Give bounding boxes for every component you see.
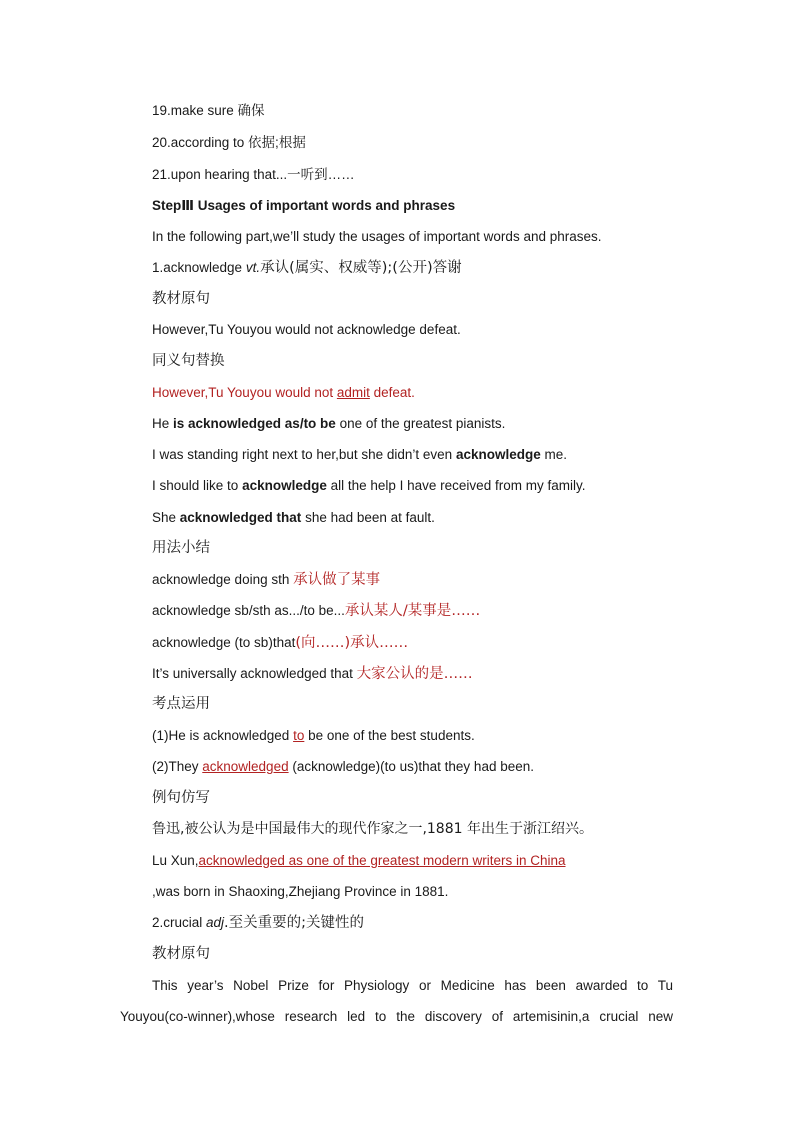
paragraph-line-2-text: Youyou(co-winner),whose research led to the discovery of artemisinin,a crucial new (120, 1009, 673, 1024)
example-sentence-2 (152, 446, 567, 464)
usage-4-meaning: 大家公认的是…… (356, 666, 473, 682)
label-imitation-writing (152, 789, 210, 807)
vocab-item-21-text: 21.upon hearing that...一听到…… (152, 167, 355, 182)
word-heading-acknowledge (152, 259, 462, 277)
imitation-chinese-sentence (152, 820, 593, 838)
word-acknowledge: 1.acknowledge (152, 260, 246, 275)
vocab-item-19-text: 19.make sure 确保 (152, 103, 265, 118)
label-textbook-sentence-text: 教材原句 (152, 291, 210, 307)
usage-3-meaning: (向……)承认…… (295, 635, 409, 651)
usage-2-meaning: 承认某人/某事是…… (344, 603, 481, 619)
original-sentence-text: However,Tu Youyou would not acknowledge defeat. (152, 322, 461, 337)
ex3-end: all the help I have received from my family. (326, 478, 586, 493)
label-synonym-replacement-text: 同义句替换 (152, 353, 225, 369)
usage-item-4 (152, 665, 473, 683)
usage-4-pattern: It’s universally acknowledged that (152, 666, 357, 681)
label-textbook-sentence-2-text: 教材原句 (152, 946, 210, 962)
ex2-keyword: acknowledge (455, 447, 541, 462)
synonym-sentence (152, 384, 415, 402)
practice-1-end: be one of the best students. (304, 728, 475, 743)
usage-item-1 (152, 571, 380, 589)
example-sentence-1 (152, 415, 505, 433)
usage-2-pattern: acknowledge sb/sth as.../to be... (152, 603, 345, 618)
vocab-item-20-text: 20.according to 依据;根据 (152, 135, 306, 150)
ex4-end: she had been at fault. (301, 510, 435, 525)
synonym-sentence-end: defeat. (369, 385, 415, 400)
word-definition-crucial: .至关重要的;关键性的 (224, 915, 365, 931)
label-practice (152, 695, 210, 713)
ex1-end: one of the greatest pianists. (335, 416, 506, 431)
label-usage-summary-text: 用法小结 (152, 540, 210, 556)
section-heading-text: StepⅢ Usages of important words and phrases (152, 198, 456, 213)
label-imitation-writing-text: 例句仿写 (152, 790, 210, 806)
usage-1-meaning: 承认做了某事 (293, 572, 381, 588)
label-practice-text: 考点运用 (152, 696, 210, 712)
practice-1-answer: to (293, 728, 305, 743)
word-definition: 承认(属实、权威等);(公开)答谢 (260, 260, 462, 276)
ex4-keyword: acknowledged that (179, 510, 302, 525)
ex3-keyword: acknowledge (242, 478, 327, 493)
ex3-start: I should like to (152, 478, 243, 493)
label-textbook-sentence (152, 290, 210, 308)
part-of-speech-crucial: adj (206, 915, 225, 930)
imitation-answer-line-1 (152, 852, 566, 870)
label-textbook-sentence-2 (152, 945, 210, 963)
paragraph-line-2 (120, 1008, 673, 1026)
imitation-answer-line-2 (152, 883, 448, 901)
ex1-keyword: is acknowledged as/to be (173, 416, 336, 431)
usage-item-2 (152, 602, 480, 620)
synonym-word: admit (336, 385, 370, 400)
ex4-start: She (152, 510, 180, 525)
practice-item-1 (152, 727, 475, 745)
imitation-end: ,was born in Shaoxing,Zhejiang Province in 1881. (152, 884, 449, 899)
vocab-item-20 (152, 134, 306, 152)
example-sentence-4 (152, 509, 435, 527)
word-heading-crucial (152, 914, 364, 932)
imitation-answer: acknowledged as one of the greatest modern writers in China (198, 853, 566, 868)
usage-item-3 (152, 634, 408, 652)
vocab-item-19 (152, 102, 265, 120)
practice-1-start: (1)He is acknowledged (152, 728, 294, 743)
imitation-chinese-text: 鲁迅,被公认为是中国最伟大的现代作家之一,1881 年出生于浙江绍兴。 (152, 821, 593, 837)
usage-1-pattern: acknowledge doing sth (152, 572, 294, 587)
part-of-speech: vt. (245, 260, 261, 275)
practice-2-end: (acknowledge)(to us)that they had been. (288, 759, 534, 774)
vocab-item-21 (152, 166, 355, 184)
example-sentence-3 (152, 477, 585, 495)
synonym-sentence-start: However,Tu Youyou would not (152, 385, 337, 400)
practice-item-2 (152, 758, 534, 776)
label-synonym-replacement (152, 352, 225, 370)
section-heading (152, 197, 455, 215)
original-sentence (152, 321, 461, 339)
practice-2-start: (2)They (152, 759, 203, 774)
practice-2-answer: acknowledged (202, 759, 289, 774)
imitation-start: Lu Xun, (152, 853, 199, 868)
usage-3-pattern: acknowledge (to sb)that (152, 635, 296, 650)
paragraph-line-1-text: This year’s Nobel Prize for Physiology or Medicine has been awarded to Tu (152, 978, 673, 993)
ex2-end: me. (540, 447, 567, 462)
intro-text (152, 228, 602, 246)
ex1-start: He (152, 416, 174, 431)
intro-text-content: In the following part,we’ll study the usages of important words and phrases. (152, 229, 602, 244)
word-crucial: 2.crucial (152, 915, 207, 930)
label-usage-summary (152, 539, 210, 557)
paragraph-line-1 (152, 977, 673, 995)
ex2-start: I was standing right next to her,but she didn’t even (152, 447, 456, 462)
